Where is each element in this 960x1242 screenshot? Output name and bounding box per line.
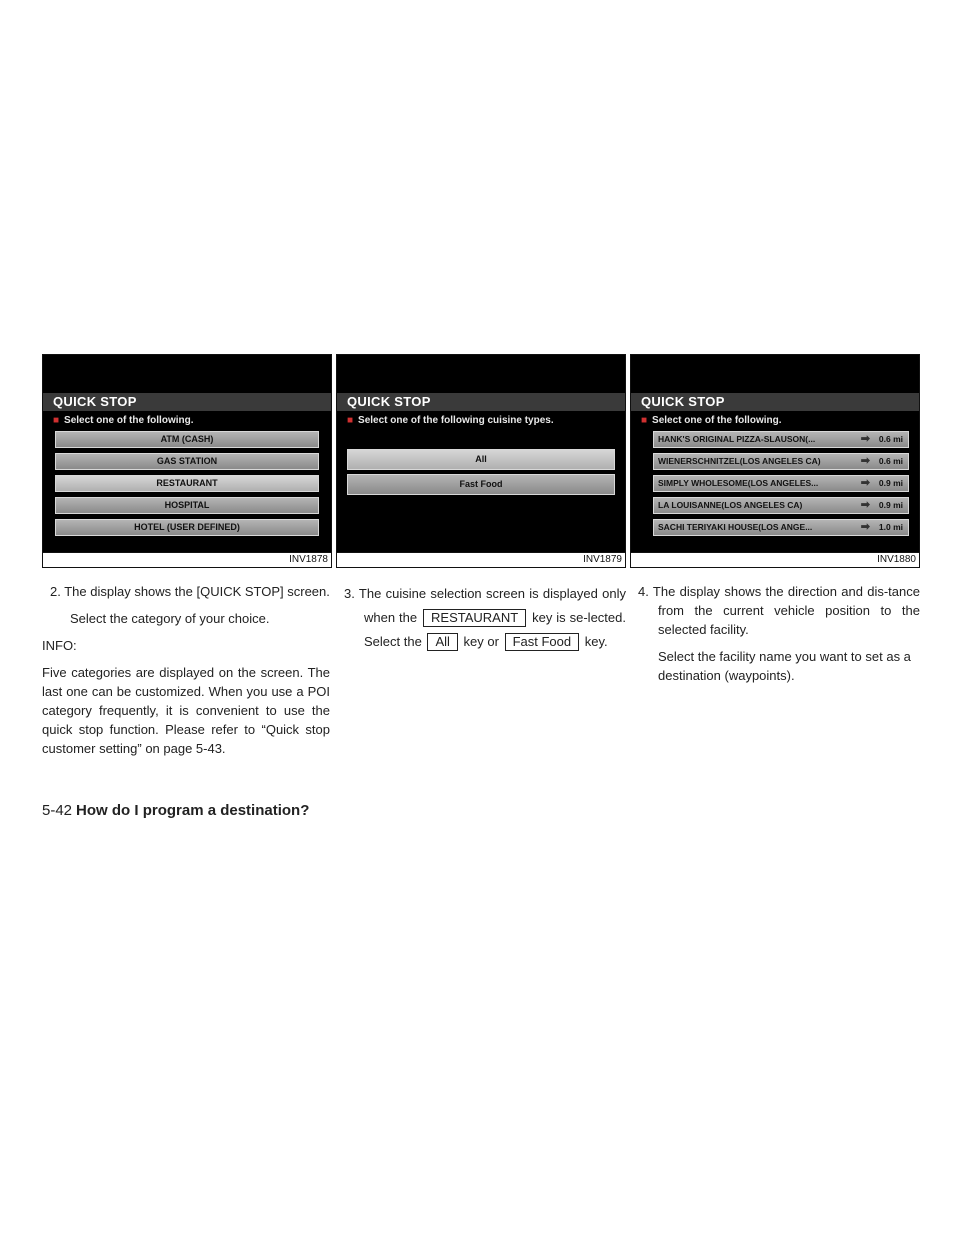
figure-caption: INV1879 bbox=[583, 554, 622, 565]
figure-cuisine-selection bbox=[336, 354, 626, 568]
page-number: 5-42 bbox=[42, 802, 73, 819]
facility-item[interactable] bbox=[653, 475, 909, 492]
step-3: 3. The cuisine selection screen is displayed only when the RESTAURANT key is se-lected. Select the All key or Fast Food key. bbox=[344, 586, 626, 649]
option-hospital[interactable]: HOSPITAL bbox=[55, 497, 319, 514]
direction-arrow-icon: ➡ bbox=[860, 477, 870, 489]
section-title: How do I program a destination? bbox=[76, 802, 310, 819]
screen-prompt: ■ Select one of the following. bbox=[53, 415, 194, 426]
text-column-1 bbox=[42, 582, 330, 766]
facility-distance: 0.6 mi bbox=[878, 456, 903, 466]
direction-arrow-icon: ➡ bbox=[860, 521, 870, 533]
nav-screen bbox=[337, 355, 625, 553]
key-all: All bbox=[427, 633, 457, 651]
figure-quick-stop-categories bbox=[42, 354, 332, 568]
facility-name: LA LOUISANNE(LOS ANGELES CA) bbox=[658, 500, 803, 510]
facility-distance: 0.9 mi bbox=[878, 500, 903, 510]
nav-screen bbox=[43, 355, 331, 553]
figure-caption: INV1878 bbox=[289, 554, 328, 565]
direction-arrow-icon: ➡ bbox=[860, 499, 870, 511]
facility-item[interactable] bbox=[653, 519, 909, 536]
info-label: INFO: bbox=[42, 638, 77, 653]
facility-item[interactable] bbox=[653, 453, 909, 470]
key-restaurant: RESTAURANT bbox=[423, 609, 526, 627]
facility-name: WIENERSCHNITZEL(LOS ANGELES CA) bbox=[658, 456, 821, 466]
facility-name: SIMPLY WHOLESOME(LOS ANGELES... bbox=[658, 478, 819, 488]
bullet-icon: ■ bbox=[641, 415, 648, 426]
figure-facility-list bbox=[630, 354, 920, 568]
facility-distance: 1.0 mi bbox=[878, 522, 903, 532]
key-fast-food: Fast Food bbox=[505, 633, 580, 651]
facility-item[interactable] bbox=[653, 497, 909, 514]
facility-item[interactable] bbox=[653, 431, 909, 448]
page-footer bbox=[42, 802, 309, 819]
option-gas-station[interactable]: GAS STATION bbox=[55, 453, 319, 470]
option-all[interactable]: All bbox=[347, 449, 615, 470]
screen-title: QUICK STOP bbox=[337, 393, 625, 411]
screen-title: QUICK STOP bbox=[631, 393, 919, 411]
figure-caption: INV1880 bbox=[877, 554, 916, 565]
step-2: 2. The display shows the [QUICK STOP] screen. bbox=[50, 584, 330, 599]
option-hotel[interactable]: HOTEL (USER DEFINED) bbox=[55, 519, 319, 536]
step-4: 4. The display shows the direction and dis-tance from the current vehicle position to the selected facility. bbox=[638, 584, 920, 637]
bullet-icon: ■ bbox=[53, 415, 60, 426]
direction-arrow-icon: ➡ bbox=[860, 433, 870, 445]
option-fast-food[interactable]: Fast Food bbox=[347, 474, 615, 495]
screen-prompt: ■ Select one of the following. bbox=[641, 415, 782, 426]
facility-name: HANK'S ORIGINAL PIZZA-SLAUSON(... bbox=[658, 434, 816, 444]
nav-screen bbox=[631, 355, 919, 553]
facility-distance: 0.6 mi bbox=[878, 434, 903, 444]
direction-arrow-icon: ➡ bbox=[860, 455, 870, 467]
text-column-2 bbox=[336, 582, 626, 662]
step-4-instruction: Select the facility name you want to set as a destination (waypoints). bbox=[658, 649, 911, 683]
bullet-icon: ■ bbox=[347, 415, 354, 426]
screen-prompt: ■ Select one of the following cuisine types. bbox=[347, 415, 554, 426]
option-restaurant[interactable]: RESTAURANT bbox=[55, 475, 319, 492]
facility-distance: 0.9 mi bbox=[878, 478, 903, 488]
facility-name: SACHI TERIYAKI HOUSE(LOS ANGE... bbox=[658, 522, 813, 532]
screen-title: QUICK STOP bbox=[43, 393, 331, 411]
step-2-instruction: Select the category of your choice. bbox=[70, 611, 270, 626]
option-atm[interactable]: ATM (CASH) bbox=[55, 431, 319, 448]
info-text: Five categories are displayed on the screen. The last one can be customized. When you use a POI category frequently, it is convenient to use the quick stop function. Please refer to “Quick stop customer setting” on page 5-43. bbox=[42, 665, 330, 756]
text-column-3 bbox=[630, 582, 920, 693]
